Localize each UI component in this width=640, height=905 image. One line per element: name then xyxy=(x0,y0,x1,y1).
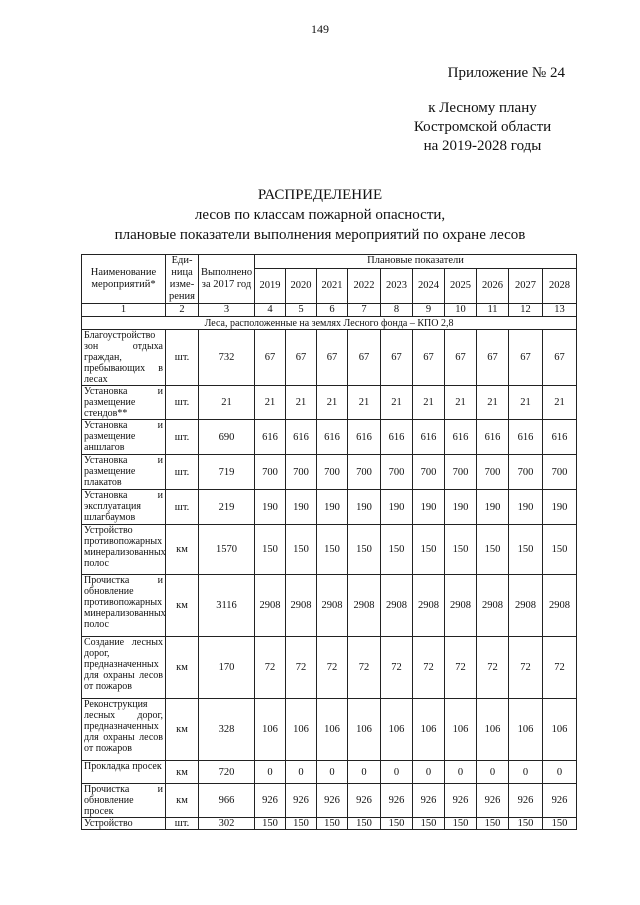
unit-cell: шт. xyxy=(166,386,199,420)
planned-value-cell: 190 xyxy=(543,490,577,525)
unit-cell: км xyxy=(166,637,199,699)
activity-name: Создание лесных дорог, предназначенных для охраны лесов от пожаров xyxy=(82,637,166,699)
planned-value-cell: 67 xyxy=(445,330,477,386)
planned-value-cell: 150 xyxy=(348,525,381,575)
done-2017-cell: 328 xyxy=(199,699,255,761)
page-number: 149 xyxy=(311,22,329,36)
planned-value-cell: 67 xyxy=(509,330,543,386)
column-number: 4 xyxy=(255,304,286,317)
done-2017-cell: 690 xyxy=(199,420,255,455)
planned-value-cell: 21 xyxy=(413,386,445,420)
planned-value-cell: 926 xyxy=(477,784,509,818)
planned-value-cell: 616 xyxy=(509,420,543,455)
planned-value-cell: 700 xyxy=(445,455,477,490)
planned-value-cell: 21 xyxy=(348,386,381,420)
planned-value-cell: 21 xyxy=(509,386,543,420)
done-2017-cell: 21 xyxy=(199,386,255,420)
title-line-1: РАСПРЕДЕЛЕНИЕ xyxy=(257,187,383,203)
planned-value-cell: 2908 xyxy=(381,575,413,637)
title-line-3: плановые показатели выполнения мероприятий по охране лесов xyxy=(114,227,526,243)
planned-value-cell: 2908 xyxy=(413,575,445,637)
header-year: 2019 xyxy=(255,268,286,303)
header-year: 2020 xyxy=(286,268,317,303)
planned-value-cell: 2908 xyxy=(348,575,381,637)
header-planned: Плановые показатели xyxy=(255,255,577,269)
planned-value-cell: 2908 xyxy=(286,575,317,637)
planned-value-cell: 72 xyxy=(509,637,543,699)
planned-value-cell: 150 xyxy=(445,525,477,575)
activity-name: Устройство xyxy=(82,818,166,830)
planned-value-cell: 0 xyxy=(348,761,381,784)
planned-value-cell: 72 xyxy=(543,637,577,699)
unit-cell: шт. xyxy=(166,420,199,455)
table-row xyxy=(82,637,577,699)
section-title: Леса, расположенные на землях Лесного фонда – КПО 2,8 xyxy=(82,317,577,330)
title-line-2: лесов по классам пожарной опасности, xyxy=(194,207,446,223)
header-year: 2021 xyxy=(317,268,348,303)
planned-value-cell: 2908 xyxy=(255,575,286,637)
activity-name: Прокладка просек xyxy=(82,761,166,784)
header-year: 2028 xyxy=(543,268,577,303)
planned-value-cell: 150 xyxy=(477,818,509,830)
planned-value-cell: 2908 xyxy=(509,575,543,637)
unit-cell: км xyxy=(166,575,199,637)
planned-value-cell: 616 xyxy=(477,420,509,455)
column-number: 10 xyxy=(445,304,477,317)
appendix-line-3: на 2019-2028 годы xyxy=(423,138,542,154)
planned-value-cell: 67 xyxy=(348,330,381,386)
table-row xyxy=(82,330,577,386)
planned-value-cell: 190 xyxy=(445,490,477,525)
planned-value-cell: 0 xyxy=(477,761,509,784)
done-2017-cell: 3116 xyxy=(199,575,255,637)
planned-value-cell: 0 xyxy=(509,761,543,784)
planned-value-cell: 150 xyxy=(255,525,286,575)
table-row xyxy=(82,784,577,818)
planned-value-cell: 21 xyxy=(445,386,477,420)
table-row xyxy=(82,525,577,575)
planned-value-cell: 150 xyxy=(413,818,445,830)
planned-value-cell: 106 xyxy=(381,699,413,761)
planned-value-cell: 926 xyxy=(413,784,445,818)
planned-value-cell: 0 xyxy=(543,761,577,784)
planned-value-cell: 926 xyxy=(543,784,577,818)
planned-value-cell: 616 xyxy=(348,420,381,455)
header-year: 2023 xyxy=(381,268,413,303)
planned-value-cell: 0 xyxy=(317,761,348,784)
column-number: 1 xyxy=(82,304,166,317)
planned-value-cell: 21 xyxy=(477,386,509,420)
planned-value-cell: 2908 xyxy=(543,575,577,637)
activity-name: Устройство противопожарных минерализованных полос xyxy=(82,525,166,575)
planned-value-cell: 72 xyxy=(381,637,413,699)
planned-value-cell: 700 xyxy=(348,455,381,490)
planned-value-cell: 72 xyxy=(445,637,477,699)
document-title xyxy=(0,185,640,245)
unit-cell: км xyxy=(166,761,199,784)
planned-value-cell: 700 xyxy=(381,455,413,490)
appendix-reference xyxy=(390,99,575,156)
appendix-line-1: к Лесному плану xyxy=(428,100,537,116)
planned-value-cell: 0 xyxy=(413,761,445,784)
planned-value-cell: 150 xyxy=(317,525,348,575)
planned-value-cell: 72 xyxy=(317,637,348,699)
activity-name: Установка и эксплуатация шлагбаумов xyxy=(82,490,166,525)
planned-value-cell: 72 xyxy=(477,637,509,699)
planned-value-cell: 190 xyxy=(317,490,348,525)
planned-value-cell: 700 xyxy=(255,455,286,490)
table-row xyxy=(82,818,577,830)
planned-value-cell: 106 xyxy=(348,699,381,761)
planned-value-cell: 926 xyxy=(381,784,413,818)
planned-value-cell: 106 xyxy=(286,699,317,761)
planned-value-cell: 926 xyxy=(348,784,381,818)
planned-value-cell: 700 xyxy=(543,455,577,490)
table-row xyxy=(82,761,577,784)
planned-value-cell: 616 xyxy=(317,420,348,455)
planned-value-cell: 21 xyxy=(286,386,317,420)
column-number: 3 xyxy=(199,304,255,317)
planned-value-cell: 190 xyxy=(477,490,509,525)
planned-value-cell: 190 xyxy=(286,490,317,525)
planned-value-cell: 190 xyxy=(255,490,286,525)
planned-value-cell: 150 xyxy=(381,525,413,575)
planned-value-cell: 616 xyxy=(255,420,286,455)
planned-value-cell: 0 xyxy=(381,761,413,784)
planned-value-cell: 67 xyxy=(381,330,413,386)
activity-name: Прочистка и обновление просек xyxy=(82,784,166,818)
unit-cell: шт. xyxy=(166,330,199,386)
done-2017-cell: 170 xyxy=(199,637,255,699)
activity-name: Установка и размещение стендов** xyxy=(82,386,166,420)
header-year: 2025 xyxy=(445,268,477,303)
planned-value-cell: 0 xyxy=(445,761,477,784)
planned-value-cell: 616 xyxy=(381,420,413,455)
planned-value-cell: 150 xyxy=(255,818,286,830)
planned-value-cell: 2908 xyxy=(445,575,477,637)
planned-value-cell: 926 xyxy=(445,784,477,818)
planned-value-cell: 106 xyxy=(477,699,509,761)
planned-value-cell: 150 xyxy=(286,818,317,830)
planned-value-cell: 106 xyxy=(317,699,348,761)
planned-value-cell: 926 xyxy=(286,784,317,818)
planned-value-cell: 67 xyxy=(543,330,577,386)
column-number: 7 xyxy=(348,304,381,317)
planned-value-cell: 926 xyxy=(509,784,543,818)
unit-cell: км xyxy=(166,525,199,575)
planned-value-cell: 72 xyxy=(348,637,381,699)
done-2017-cell: 732 xyxy=(199,330,255,386)
planned-value-cell: 21 xyxy=(543,386,577,420)
column-number: 6 xyxy=(317,304,348,317)
table-row xyxy=(82,386,577,420)
planned-value-cell: 190 xyxy=(348,490,381,525)
planned-value-cell: 67 xyxy=(413,330,445,386)
planned-value-cell: 700 xyxy=(286,455,317,490)
planned-value-cell: 2908 xyxy=(317,575,348,637)
done-2017-cell: 966 xyxy=(199,784,255,818)
planned-value-cell: 190 xyxy=(509,490,543,525)
column-number: 11 xyxy=(477,304,509,317)
planned-value-cell: 150 xyxy=(317,818,348,830)
planned-value-cell: 190 xyxy=(413,490,445,525)
header-name: Наименование мероприятий* xyxy=(82,255,166,304)
appendix-number: Приложение № 24 xyxy=(447,65,565,81)
planned-value-cell: 926 xyxy=(255,784,286,818)
done-2017-cell: 720 xyxy=(199,761,255,784)
planned-value-cell: 150 xyxy=(543,525,577,575)
planned-value-cell: 616 xyxy=(445,420,477,455)
planned-value-cell: 106 xyxy=(445,699,477,761)
section-row xyxy=(82,317,577,330)
planned-value-cell: 150 xyxy=(381,818,413,830)
header-year: 2024 xyxy=(413,268,445,303)
activity-name: Реконструкция лесных дорог, предназначенных для охраны лесов от пожаров xyxy=(82,699,166,761)
planned-value-cell: 21 xyxy=(381,386,413,420)
activity-name: Прочистка и обновление противопожарных минерализованных полос xyxy=(82,575,166,637)
planned-value-cell: 700 xyxy=(509,455,543,490)
column-numbers-row xyxy=(82,304,577,317)
planned-value-cell: 150 xyxy=(477,525,509,575)
header-unit: Еди-ница изме-рения xyxy=(166,255,199,304)
appendix-line-2: Костромской области xyxy=(413,119,552,135)
planned-value-cell: 72 xyxy=(286,637,317,699)
column-number: 13 xyxy=(543,304,577,317)
done-2017-cell: 1570 xyxy=(199,525,255,575)
planned-value-cell: 150 xyxy=(445,818,477,830)
planned-value-cell: 150 xyxy=(509,525,543,575)
column-number: 8 xyxy=(381,304,413,317)
planned-value-cell: 106 xyxy=(255,699,286,761)
planned-value-cell: 21 xyxy=(317,386,348,420)
column-number: 9 xyxy=(413,304,445,317)
unit-cell: шт. xyxy=(166,455,199,490)
planned-value-cell: 106 xyxy=(543,699,577,761)
header-done-2017: Выполнено за 2017 год xyxy=(199,255,255,304)
table-row xyxy=(82,575,577,637)
unit-cell: шт. xyxy=(166,490,199,525)
planned-value-cell: 106 xyxy=(509,699,543,761)
done-2017-cell: 719 xyxy=(199,455,255,490)
table-row xyxy=(82,490,577,525)
planned-value-cell: 0 xyxy=(286,761,317,784)
planned-value-cell: 21 xyxy=(255,386,286,420)
column-number: 5 xyxy=(286,304,317,317)
table-row xyxy=(82,699,577,761)
activity-name: Установка и размещение аншлагов xyxy=(82,420,166,455)
planned-value-cell: 67 xyxy=(255,330,286,386)
activity-name: Благоустройство зон отдыха граждан, пребывающих в лесах xyxy=(82,330,166,386)
unit-cell: шт. xyxy=(166,818,199,830)
planned-value-cell: 616 xyxy=(413,420,445,455)
planned-value-cell: 150 xyxy=(286,525,317,575)
planned-value-cell: 67 xyxy=(317,330,348,386)
planned-value-cell: 67 xyxy=(477,330,509,386)
unit-cell: км xyxy=(166,784,199,818)
table-row xyxy=(82,455,577,490)
planned-value-cell: 72 xyxy=(413,637,445,699)
planned-value-cell: 72 xyxy=(255,637,286,699)
header-year: 2027 xyxy=(509,268,543,303)
planned-value-cell: 67 xyxy=(286,330,317,386)
column-number: 2 xyxy=(166,304,199,317)
planned-value-cell: 700 xyxy=(317,455,348,490)
column-number: 12 xyxy=(509,304,543,317)
header-year: 2026 xyxy=(477,268,509,303)
planned-value-cell: 616 xyxy=(286,420,317,455)
planned-value-cell: 700 xyxy=(477,455,509,490)
planned-value-cell: 926 xyxy=(317,784,348,818)
planned-value-cell: 190 xyxy=(381,490,413,525)
planned-value-cell: 616 xyxy=(543,420,577,455)
planned-value-cell: 2908 xyxy=(477,575,509,637)
planned-value-cell: 700 xyxy=(413,455,445,490)
activity-name: Установка и размещение плакатов xyxy=(82,455,166,490)
table-row xyxy=(82,420,577,455)
planned-value-cell: 0 xyxy=(255,761,286,784)
unit-cell: км xyxy=(166,699,199,761)
header-year: 2022 xyxy=(348,268,381,303)
done-2017-cell: 302 xyxy=(199,818,255,830)
planned-value-cell: 150 xyxy=(509,818,543,830)
planned-value-cell: 106 xyxy=(413,699,445,761)
planned-value-cell: 150 xyxy=(543,818,577,830)
planned-value-cell: 150 xyxy=(348,818,381,830)
plan-table xyxy=(81,254,577,830)
done-2017-cell: 219 xyxy=(199,490,255,525)
planned-value-cell: 150 xyxy=(413,525,445,575)
